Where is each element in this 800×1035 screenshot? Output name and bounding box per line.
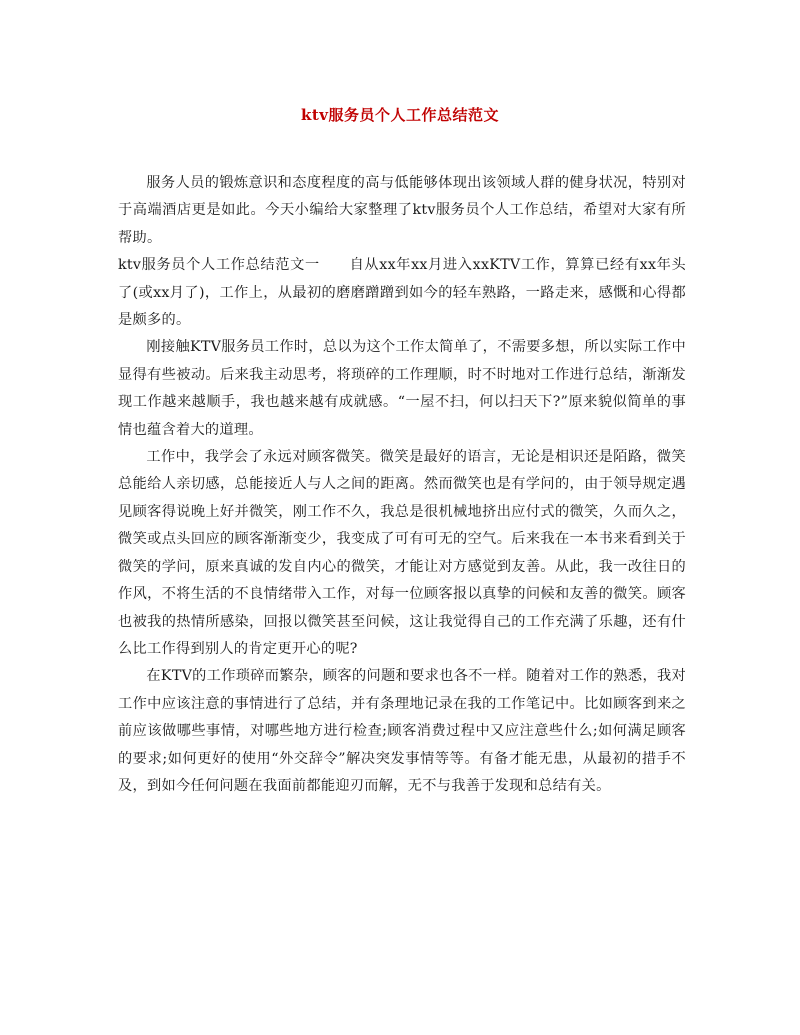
paragraph-intro: 服务人员的锻炼意识和态度程度的高与低能够体现出该领域人群的健身状况，特别对于高端酒店更是如此。今天小编给大家整理了ktv服务员个人工作总结，希望对大家有所帮助。: [118, 175, 686, 246]
paragraph-section-one: ktv服务员个人工作总结范文一 自从xx年xx月进入xxKTV工作，算算已经有xx年头了(或xx月了)，工作上，从最初的磨磨蹭蹭到如今的轻车熟路，一路走来，感慨和心得都是颇多的。: [118, 257, 686, 329]
paragraph-first-contact: 刚接触KTV服务员工作时，总以为这个工作太简单了，不需要多想，所以实际工作中显得有些被动。后来我主动思考，将琐碎的工作理顺，时不时地对工作进行总结，渐渐发现工作越来越顺手，我也越来越有成就感。“一屋不扫，何以扫天下?”原来貌似简单的事情也蕴含着大的道理。: [118, 339, 686, 438]
paragraph-smile: 工作中，我学会了永远对顾客微笑。微笑是最好的语言，无论是相识还是陌路，微笑总能给人亲切感，总能接近人与人之间的距离。然而微笑也是有学问的，由于领导规定遇见顾客得说晚上好并微笑，刚工作不久，我总是很机械地挤出应付式的微笑，久而久之，微笑或点头回应的顾客渐渐变少，我变成了可有可无的空气。后来我在一本书来看到关于微笑的学问，原来真诚的发自内心的微笑，才能让对方感觉到友善。从此，我一改往日的作风，不将生活的不良情绪带入工作，对每一位顾客报以真挚的问候和友善的微笑。顾客也被我的热情所感染，回报以微笑甚至问候，这让我觉得自己的工作充满了乐趣，还有什么比工作得到别人的肯定更开心的呢?: [118, 449, 686, 657]
paragraph-summary: 在KTV的工作琐碎而繁杂，顾客的问题和要求也各不一样。随着对工作的熟悉，我对工作中应该注意的事情进行了总结，并有条理地记录在我的工作笔记中。比如顾客到来之前应该做哪些事情，对哪些地方进行检查;顾客消费过程中又应注意些什么;如何满足顾客的要求;如何更好的使用“外交辞令”解决突发事情等等。有备才能无患，从最初的措手不及，到如今任何问题在我面前都能迎刃而解，无不与我善于发现和总结有关。: [118, 668, 686, 794]
document-title: ktv服务员个人工作总结范文: [300, 106, 500, 124]
document-body: [118, 170, 686, 800]
